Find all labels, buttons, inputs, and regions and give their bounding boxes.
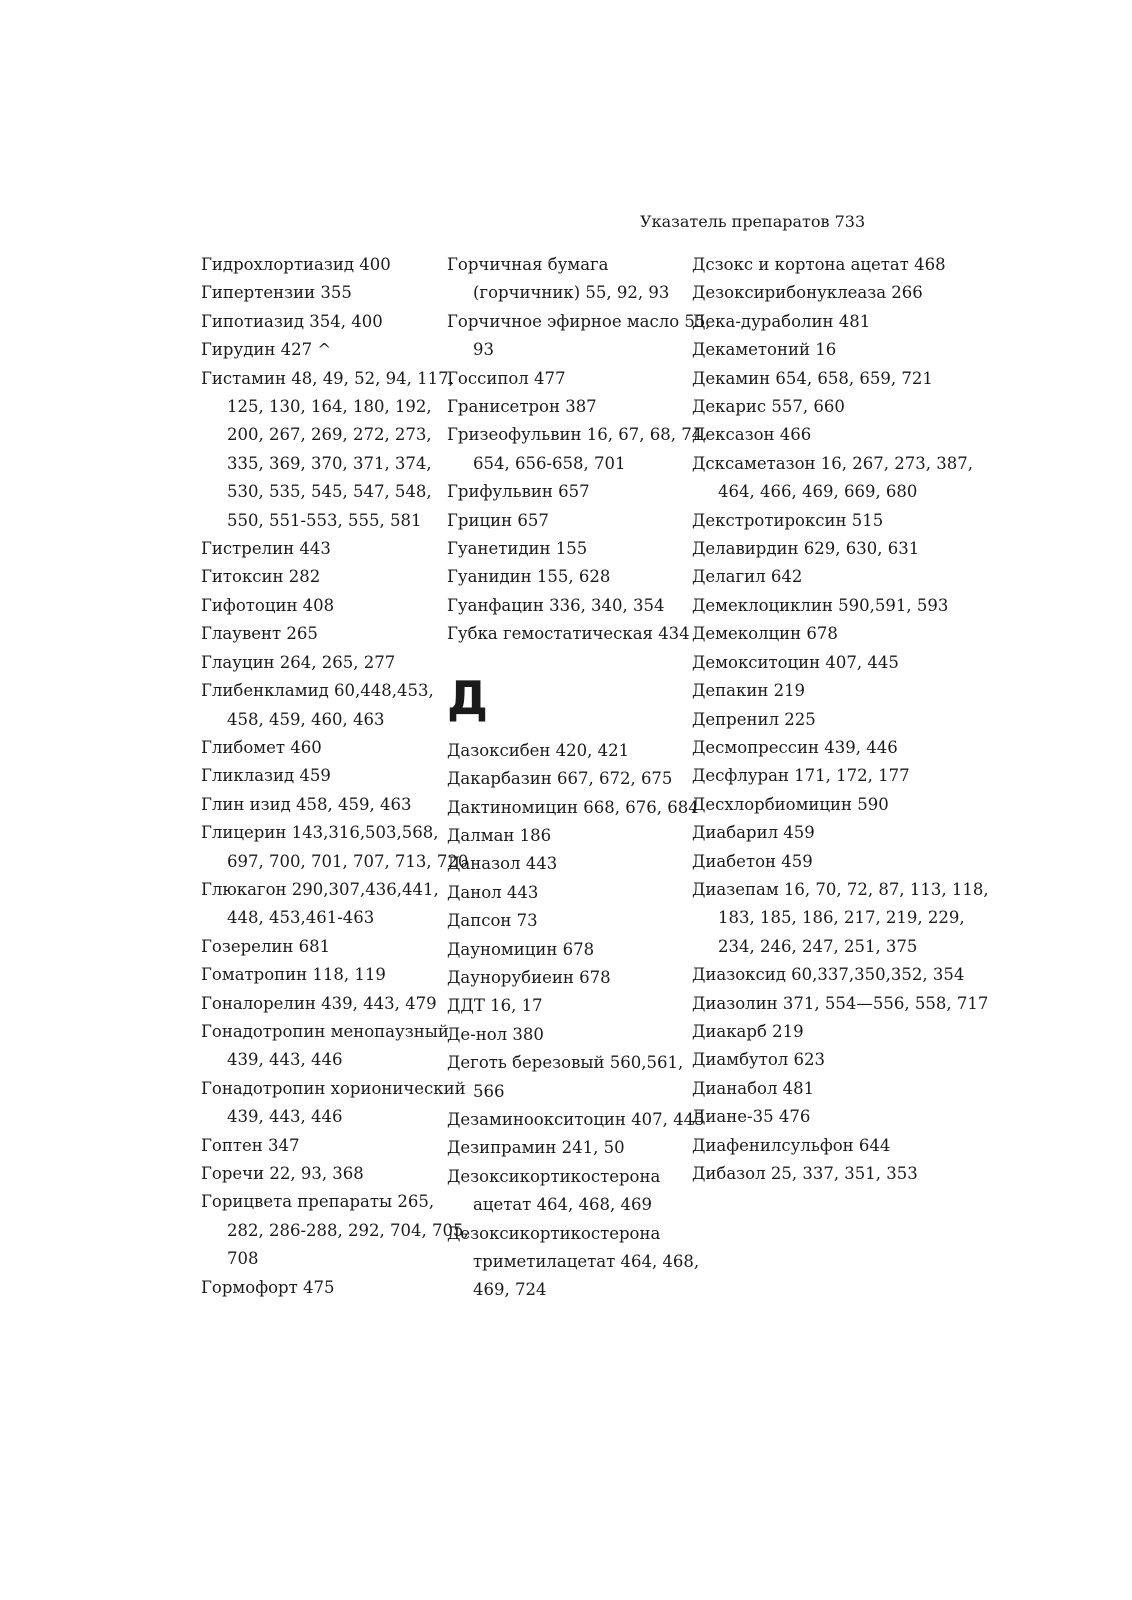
index-entry: Грицин 657 <box>447 510 549 530</box>
index-entry: Гирудин 427 ^ <box>201 340 332 360</box>
index-entry: Глибомет 460 <box>201 737 322 757</box>
index-entry: Грифульвин 657 <box>447 482 590 502</box>
index-entry: Дезоксирибонуклеаза 266 <box>692 283 923 303</box>
index-entry: Гистрелин 443 <box>201 539 331 559</box>
index-entry: Гуанфацин 336, 340, 354 <box>447 595 665 615</box>
index-entry: Десхлорбиомицин 590 <box>692 794 889 814</box>
index-entry: Дакарбазин 667, 672, 675 <box>447 769 673 789</box>
index-column-2 <box>447 251 717 1305</box>
index-entry: Дапсон 73 <box>447 911 538 931</box>
index-entry: Гитоксин 282 <box>201 567 321 587</box>
index-entry: Диазоксид 60,337,350,352, 354 <box>692 965 965 985</box>
index-entry: Де-нол 380 <box>447 1024 544 1044</box>
index-entry: Диане-35 476 <box>692 1107 811 1127</box>
index-entry: Декаметоний 16 <box>692 340 837 360</box>
index-column-1 <box>201 251 471 1302</box>
index-entry: Гризеофульвин 16, 67, 68, 74. 654, 656-658, 701 <box>447 425 708 473</box>
index-entry: Гозерелин 681 <box>201 936 331 956</box>
index-entry: Госсипол 477 <box>447 368 566 388</box>
index-entry: Гликлазид 459 <box>201 766 331 786</box>
index-entry: Диамбутол 623 <box>692 1050 826 1070</box>
index-entry: Дибазол 25, 337, 351, 353 <box>692 1164 918 1183</box>
index-entry: Диабетон 459 <box>692 851 813 871</box>
index-entry: Диабарил 459 <box>692 823 815 843</box>
index-entry: Дсксаметазон 16, 267, 273, 387, 464, 466, 469, 669, 680 <box>692 453 973 502</box>
index-entry: Десмопрессин 439, 446 <box>692 737 898 757</box>
index-entry: Дезипрамин 241, 50 <box>447 1138 625 1158</box>
index-entry: Дазоксибен 420, 421 <box>447 740 630 760</box>
index-entry: Гоптен 347 <box>201 1135 300 1155</box>
index-entry: Гифотоцин 408 <box>201 595 335 615</box>
running-header: Указатель препаратов 733 <box>640 212 866 231</box>
index-entry: Десфлуран 171, 172, 177 <box>692 766 910 786</box>
index-entry: Глин изид 458, 459, 463 <box>201 794 412 814</box>
index-entry: Глаувент 265 <box>201 624 318 644</box>
index-entry: Дактиномицин 668, 676, 684 <box>447 797 699 817</box>
index-entry: Демеколцин 678 <box>692 624 838 644</box>
index-entry: Губка гемостатическая 434 <box>447 624 690 644</box>
index-entry: Декамин 654, 658, 659, 721 <box>692 368 933 388</box>
index-entry: Глауцин 264, 265, 277 <box>201 652 396 672</box>
index-entry: Дезоксикортикостерона триметилацетат 464, 468, 469, 724 <box>447 1223 700 1300</box>
index-entry: Гидрохлортиазид 400 <box>201 255 391 274</box>
index-entry: Глибенкламид 60,448,453, 458, 459, 460, 463 <box>201 681 434 729</box>
index-entry: Гранисетрон 387 <box>447 397 597 417</box>
index-entry: Гуанидин 155, 628 <box>447 567 611 587</box>
index-entry: Дсзокс и кортона ацетат 468 <box>692 255 946 274</box>
index-entry: Дезаминоокситоцин 407, 445 <box>447 1109 705 1129</box>
index-entry: Даназол 443 <box>447 854 558 874</box>
index-entry: Гонадотропин хорионический 439, 443, 446 <box>201 1078 466 1127</box>
index-entry: Даунорубиеин 678 <box>447 967 611 987</box>
index-entry: Гистамин 48, 49, 52, 94, 117, 125, 130, 164, 180, 192, 200, 267, 269, 272, 273, 335, 369, 370, 371, 374, 530, 535, 545, 547, 548, 550, 551-553, 555, 581 <box>201 368 454 530</box>
index-entry: Гонадотропин менопаузный 439, 443, 446 <box>201 1021 449 1070</box>
index-entry: Демокситоцин 407, 445 <box>692 652 899 672</box>
index-entry: Дауномицин 678 <box>447 939 595 959</box>
index-entry: Глюкагон 290,307,436,441, 448, 453,461-463 <box>201 879 439 928</box>
index-entry: Делавирдин 629, 630, 631 <box>692 539 920 559</box>
index-entry: Гуанетидин 155 <box>447 539 588 559</box>
index-entry: Далман 186 <box>447 825 552 845</box>
index-entry: Дезоксикортикостерона ацетат 464, 468, 469 <box>447 1166 661 1215</box>
index-entry: Гормофорт 475 <box>201 1277 335 1297</box>
section-letter-heading: Д <box>447 670 488 725</box>
index-entry: Депакин 219 <box>692 681 806 701</box>
index-entry: Дианабол 481 <box>692 1078 815 1098</box>
index-entry: Данол 443 <box>447 882 539 902</box>
index-entry: Горечи 22, 93, 368 <box>201 1164 364 1183</box>
index-entry: Гипотиазид 354, 400 <box>201 311 383 331</box>
index-entry: Гоматропин 118, 119 <box>201 965 386 985</box>
index-entry: Горчичная бумага (горчичник) 55, 92, 93 <box>447 255 670 303</box>
index-entry: Горицвета препараты 265, 282, 286-288, 292, 704, 705, 708 <box>201 1192 469 1269</box>
index-entry: Делагил 642 <box>692 567 803 587</box>
index-column-3 <box>692 251 992 1188</box>
index-entry: Депренил 225 <box>692 709 816 729</box>
index-entry: Диафенилсульфон 644 <box>692 1135 891 1155</box>
index-entry: Дексазон 466 <box>692 425 812 445</box>
index-entry: Демеклоциклин 590,591, 593 <box>692 595 949 615</box>
index-entry: ДДТ 16, 17 <box>447 996 543 1016</box>
index-entry: Деготь березовый 560,561, 566 <box>447 1053 684 1101</box>
index-entry: Декстротироксин 515 <box>692 510 884 530</box>
index-entry: Горчичное эфирное масло 55, 93 <box>447 311 711 360</box>
index-entry: Гоналорелин 439, 443, 479 <box>201 993 437 1013</box>
index-entry: Декарис 557, 660 <box>692 397 845 417</box>
index-entry: Диазолин 371, 554—556, 558, 717 <box>692 993 989 1013</box>
index-entry: Дека-дураболин 481 <box>692 311 871 331</box>
index-entry: Диакарб 219 <box>692 1021 804 1041</box>
index-entry: Глицерин 143,316,503,568, 697, 700, 701, 707, 713, 720 <box>201 823 469 871</box>
index-entry: Гипертензии 355 <box>201 283 352 303</box>
index-entry: Диазепам 16, 70, 72, 87, 113, 118, 183, 185, 186, 217, 219, 229, 234, 246, 247, 251, 375 <box>692 879 989 956</box>
